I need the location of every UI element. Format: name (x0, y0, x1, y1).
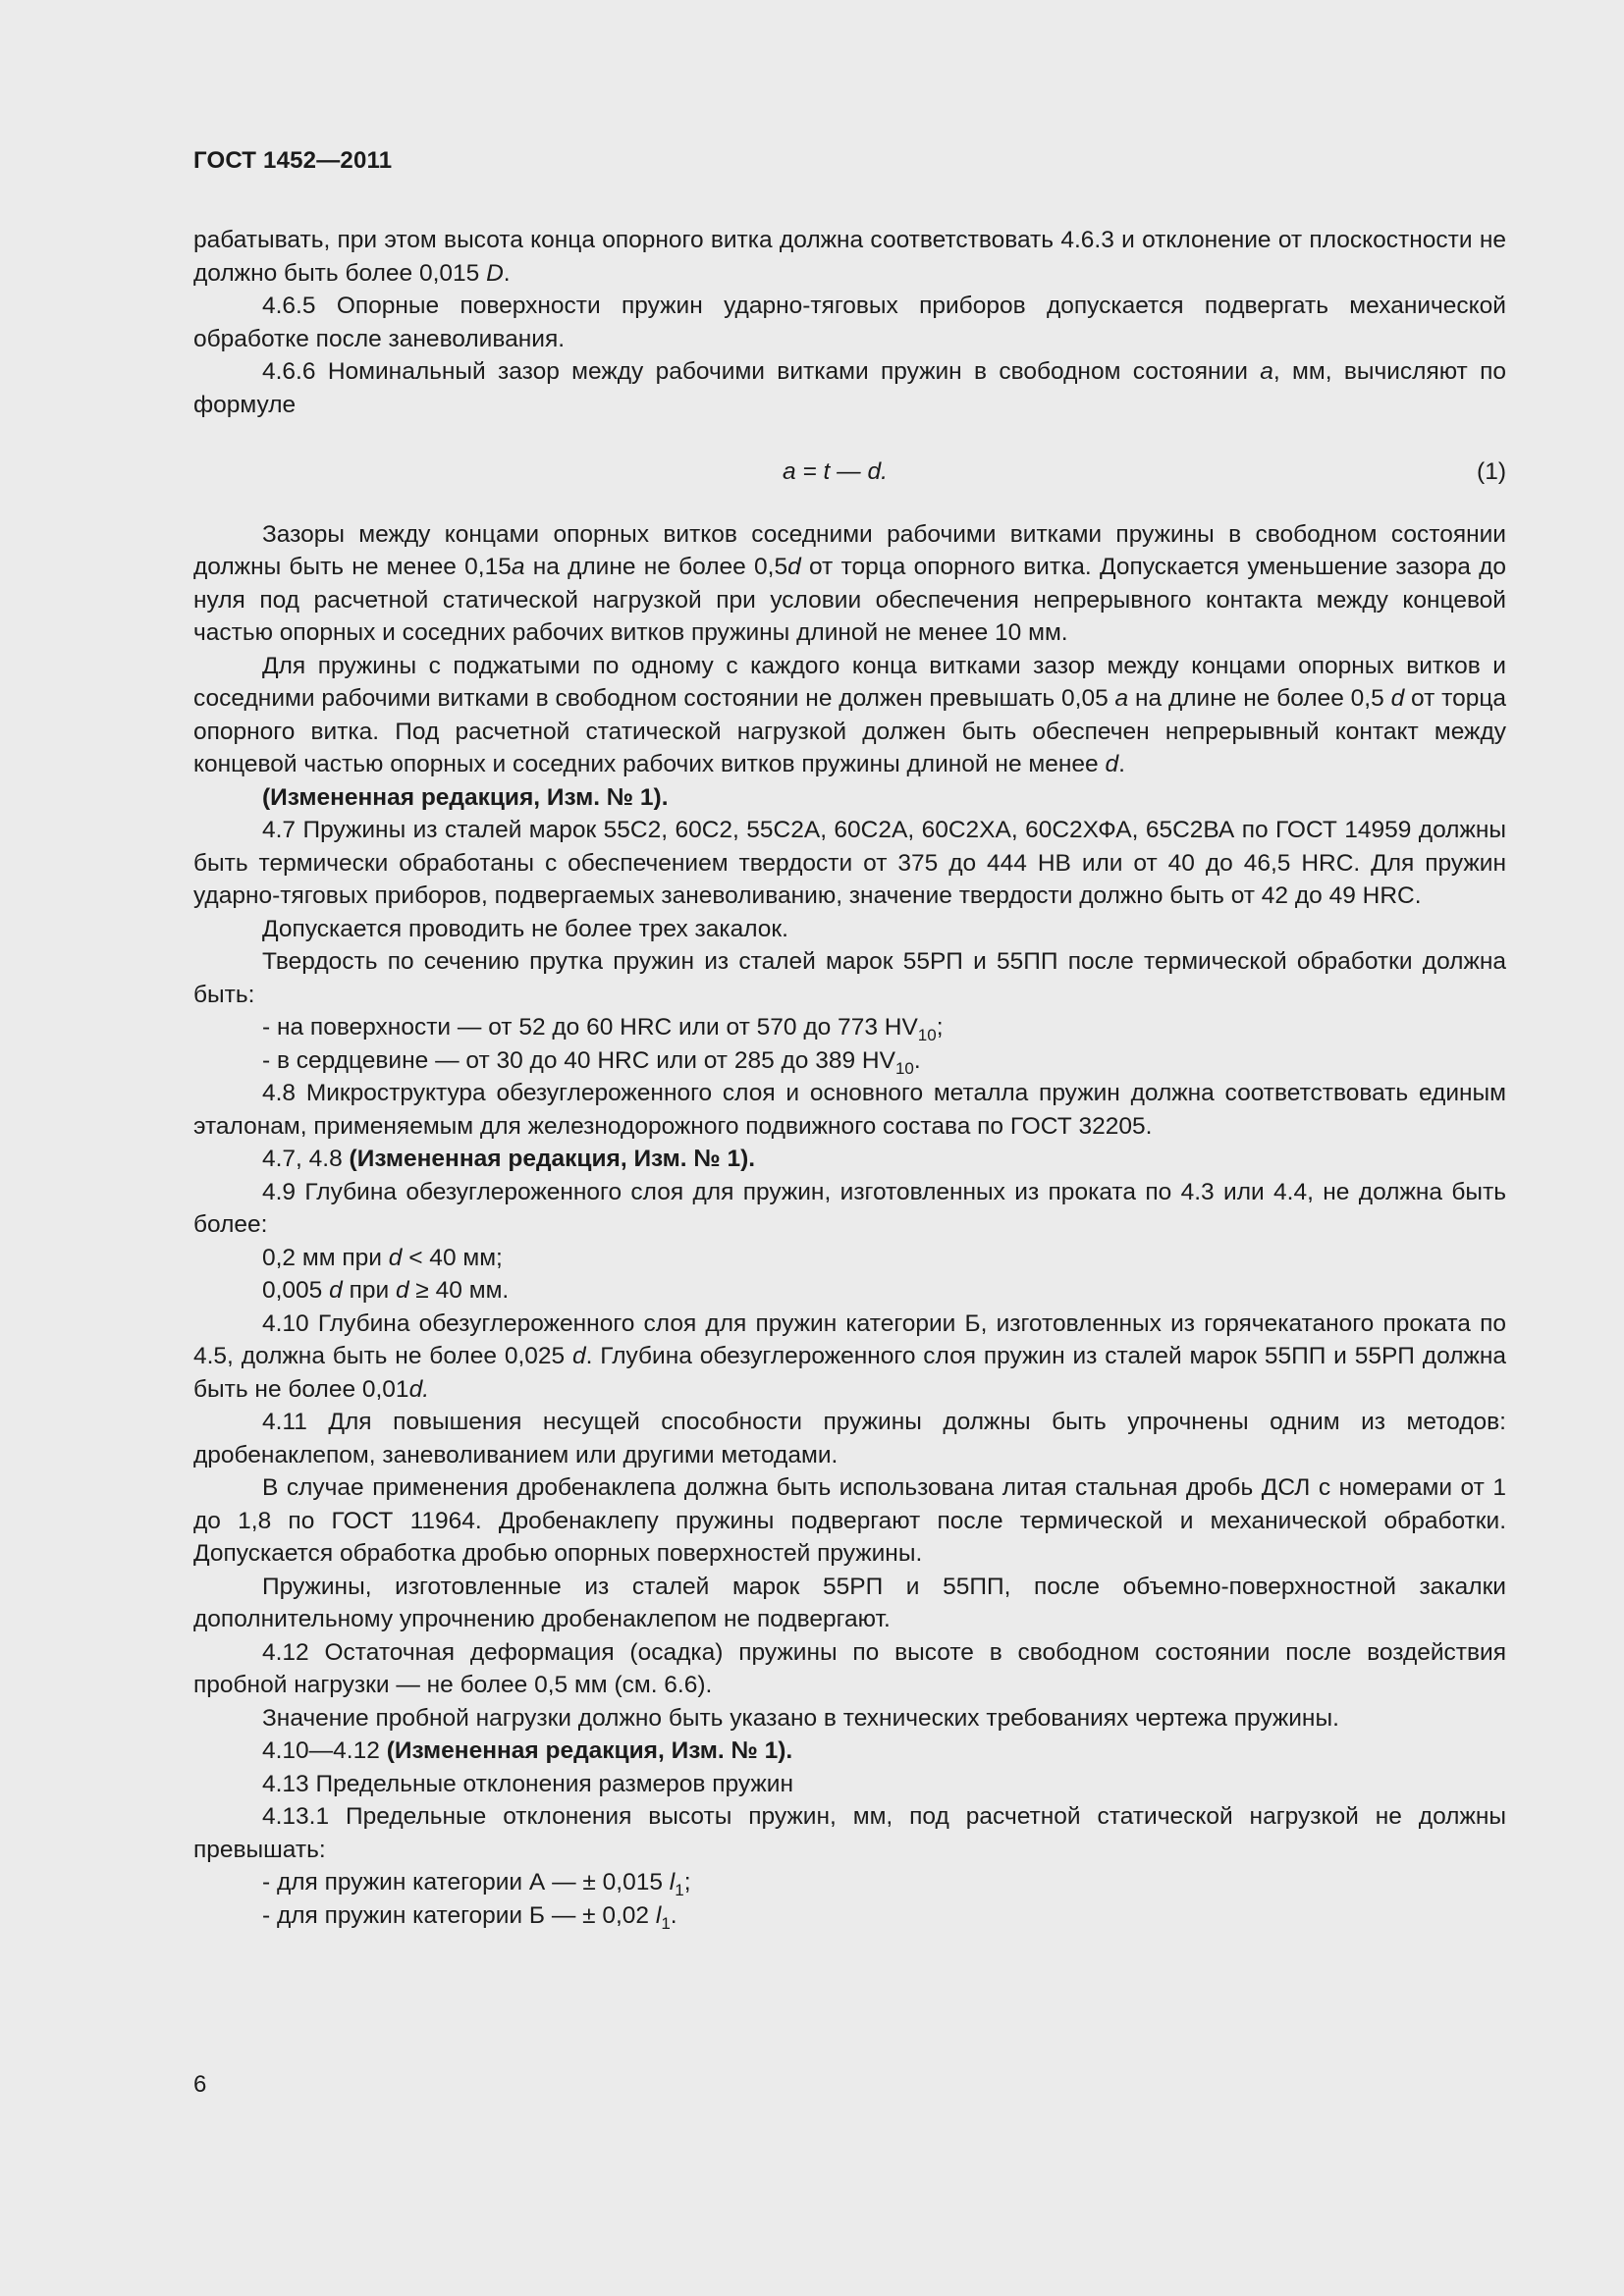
paragraph-4-6-5: 4.6.5 Опорные поверхности пружин ударно-тяговых приборов допускается подвергать механической обработке после заневоливания. (193, 293, 1506, 352)
formula-1 (193, 455, 1506, 489)
paragraph: В случае применения дробенаклепа должна быть использована литая стальная дробь ДСЛ с номерами от 1 до 1,8 по ГОСТ 11964. Дробенаклепу пружины подвергают после термической и механической обработки. Допускается обработка дробью опорных поверхностей пружины. (193, 1474, 1506, 1567)
paragraph: Твердость по сечению прутка пружин из сталей марок 55РП и 55ПП после термической обработки должна быть: (193, 948, 1506, 1008)
paragraph-4-8: 4.8 Микроструктура обезуглероженного слоя и основного металла пружин должна соответствовать единым эталонам, применяемым для железнодорожного подвижного состава по ГОСТ 32205. (193, 1080, 1506, 1140)
paragraph-4-7: 4.7 Пружины из сталей марок 55С2, 60С2, 55С2А, 60С2А, 60С2ХА, 60С2ХФА, 65С2ВА по ГОСТ 14959 должны быть термически обработаны с обеспечением твердости от 375 до 444 НВ или от 40 до 46,5 HRC. Для пружин ударно-тяговых приборов, подвергаемых заневоливанию, значение твердости должно быть от 42 до 49 HRC. (193, 817, 1506, 909)
paragraph-4-13: 4.13 Предельные отклонения размеров пружин (262, 1770, 793, 1797)
amendment-note: (Измененная редакция, Изм. № 1). (262, 783, 669, 811)
paragraph: рабатывать, при этом высота конца опорного витка должна соответствовать 4.6.3 и отклонение от плоскостности не должно быть более 0,015 D. (193, 227, 1506, 287)
list-item: - в сердцевине — от 30 до 40 HRC или от 285 до 389 $HV_{10}$. (262, 1046, 921, 1078)
formula-expression: a = t — d. (783, 458, 888, 485)
paragraph-4-9: 4.9 Глубина обезуглероженного слоя для пружин, изготовленных из проката по 4.3 или 4.4, не должна быть более: (193, 1178, 1506, 1238)
paragraph-4-13-1: 4.13.1 Предельные отклонения высоты пружин, мм, под расчетной статической нагрузкой не должны превышать: (193, 1803, 1506, 1863)
list-item: - для пружин категории А — ± 0,015 $l_1$; (262, 1869, 691, 1899)
list-item: - на поверхности — от 52 до 60 HRC или от 570 до 773 $HV_{10}$; (262, 1014, 944, 1044)
amendment-note: 4.10—4.12 (Измененная редакция, Изм. № 1). (262, 1737, 793, 1764)
amendment-note: 4.7, 4.8 (Измененная редакция, Изм. № 1). (262, 1146, 756, 1172)
list-item: - для пружин категории Б — ± 0,02 $l_1$. (262, 1901, 677, 1933)
paragraph-4-11: 4.11 Для повышения несущей способности пружины должны быть упрочнены одним из методов: дробенаклепом, заневоливанием или другими методами. (193, 1409, 1506, 1468)
paragraph-4-6-6: 4.6.6 Номинальный зазор между рабочими витками пружин в свободном состоянии a, мм, вычисляют по формуле (193, 358, 1507, 418)
paragraph: Зазоры между концами опорных витков соседними рабочими витками пружины в свободном состоянии должны быть не менее 0,15a на длине не более 0,5d от торца опорного витка. Допускается уменьшение зазора до нуля под расчетной статической нагрузкой при условии обеспечения непрерывного контакта между концевой частью опорных и соседних рабочих витков пружины длиной не менее 10 мм. (193, 520, 1506, 646)
paragraph: Значение пробной нагрузки должно быть указано в технических требованиях чертежа пружины. (262, 1704, 1339, 1732)
paragraph: Для пружины с поджатыми по одному с каждого конца витками зазор между концами опорных витков и соседними рабочими витками в свободном состоянии не должен превышать 0,05 a на длине не более 0,5 d от торца опорного витка. Под расчетной статической нагрузкой должен быть обеспечен непрерывный контакт между концевой частью опорных и соседних рабочих витков пружины длиной не менее d. (193, 652, 1507, 777)
formula-number: (1) (1477, 458, 1506, 485)
page-number: 6 (193, 2071, 207, 2098)
paragraph: 0,005 d при d ≥ 40 мм. (262, 1277, 510, 1304)
document-header: ГОСТ 1452—2011 (193, 147, 393, 174)
paragraph: Допускается проводить не более трех закалок. (262, 915, 788, 942)
paragraph-4-12: 4.12 Остаточная деформация (осадка) пружины по высоте в свободном состоянии после воздействия пробной нагрузки — не более 0,5 мм (см. 6.6). (193, 1638, 1506, 1698)
paragraph: 0,2 мм при d < 40 мм; (262, 1244, 503, 1271)
paragraph: Пружины, изготовленные из сталей марок 55РП и 55ПП, после объемно-поверхностной закалки дополнительному упрочнению дробенаклепом не подвергают. (193, 1573, 1506, 1632)
document-body (193, 224, 1506, 1932)
paragraph-4-10: 4.10 Глубина обезуглероженного слоя для пружин категории Б, изготовленных из горячекатаного проката по 4.5, должна быть не более 0,025 d. Глубина обезуглероженного слоя пружин из сталей марок 55ПП и 55РП должна быть не более 0,01d. (193, 1309, 1506, 1403)
